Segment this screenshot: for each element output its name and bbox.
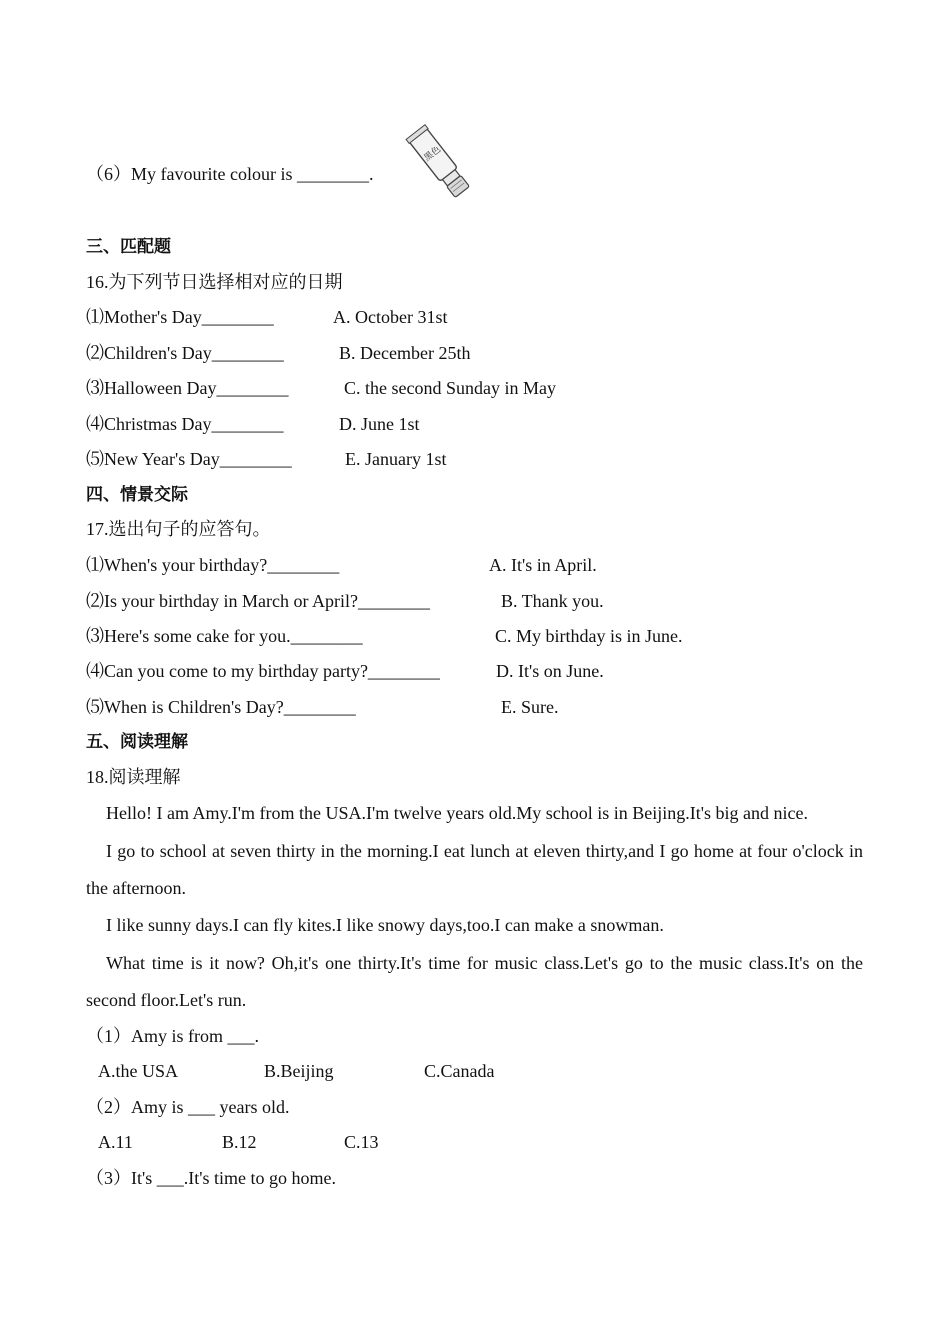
section3-question: 16.为下列节日选择相对应的日期 bbox=[86, 272, 343, 292]
dialog-left-item: ⑵Is your birthday in March or April?________ bbox=[86, 591, 430, 611]
dialog-right-item: C. My birthday is in June. bbox=[495, 626, 683, 646]
dialog-left-item: ⑶Here's some cake for you.________ bbox=[86, 626, 363, 646]
question-6: （6）My favourite colour is ________. bbox=[86, 164, 374, 184]
dialog-right-item: D. It's on June. bbox=[496, 661, 604, 681]
reading-paragraph: I like sunny days.I can fly kites.I like snowy days,too.I can make a snowman. bbox=[106, 915, 664, 935]
match-left-item: ⑴Mother's Day________ bbox=[86, 307, 274, 327]
reading-q3: （3）It's ___.It's time to go home. bbox=[86, 1168, 336, 1188]
match-right-item: A. October 31st bbox=[333, 307, 448, 327]
dialog-left-item: ⑷Can you come to my birthday party?________ bbox=[86, 661, 440, 681]
reading-q2-option: C.13 bbox=[344, 1132, 379, 1152]
match-right-item: D. June 1st bbox=[339, 414, 420, 434]
section4-question: 17.选出句子的应答句。 bbox=[86, 519, 271, 539]
reading-q1: （1）Amy is from ___. bbox=[86, 1026, 259, 1046]
section5-question: 18.阅读理解 bbox=[86, 767, 181, 787]
match-left-item: ⑶Halloween Day________ bbox=[86, 378, 289, 398]
section5-heading: 五、阅读理解 bbox=[86, 732, 188, 752]
reading-q2-option: B.12 bbox=[222, 1132, 257, 1152]
dialog-right-item: E. Sure. bbox=[501, 697, 559, 717]
reading-q2-option: A.11 bbox=[98, 1132, 133, 1152]
reading-q2: （2）Amy is ___ years old. bbox=[86, 1097, 290, 1117]
paint-tube-image bbox=[400, 122, 480, 208]
match-right-item: C. the second Sunday in May bbox=[344, 378, 556, 398]
reading-q1-option: A.the USA bbox=[98, 1061, 178, 1081]
reading-q1-option: C.Canada bbox=[424, 1061, 495, 1081]
dialog-right-item: B. Thank you. bbox=[501, 591, 604, 611]
dialog-left-item: ⑴When's your birthday?________ bbox=[86, 555, 340, 575]
reading-q1-option: B.Beijing bbox=[264, 1061, 334, 1081]
tube-label: 黑色 bbox=[422, 144, 443, 164]
reading-paragraph: Hello! I am Amy.I'm from the USA.I'm twelve years old.My school is in Beijing.It's big and nice. bbox=[106, 803, 808, 823]
match-left-item: ⑵Children's Day________ bbox=[86, 343, 284, 363]
dialog-left-item: ⑸When is Children's Day?________ bbox=[86, 697, 356, 717]
section4-heading: 四、情景交际 bbox=[86, 485, 188, 505]
match-left-item: ⑷Christmas Day________ bbox=[86, 414, 284, 434]
reading-paragraph: I go to school at seven thirty in the morning.I eat lunch at eleven thirty,and I go home at four o'clock in the afternoon. bbox=[86, 841, 863, 898]
dialog-right-item: A. It's in April. bbox=[489, 555, 597, 575]
section3-heading: 三、匹配题 bbox=[86, 237, 171, 257]
match-right-item: E. January 1st bbox=[345, 449, 447, 469]
reading-paragraph: What time is it now? Oh,it's one thirty.It's time for music class.Let's go to the music class.It's on the second floor.Let's run. bbox=[86, 953, 863, 1010]
match-right-item: B. December 25th bbox=[339, 343, 471, 363]
match-left-item: ⑸New Year's Day________ bbox=[86, 449, 292, 469]
